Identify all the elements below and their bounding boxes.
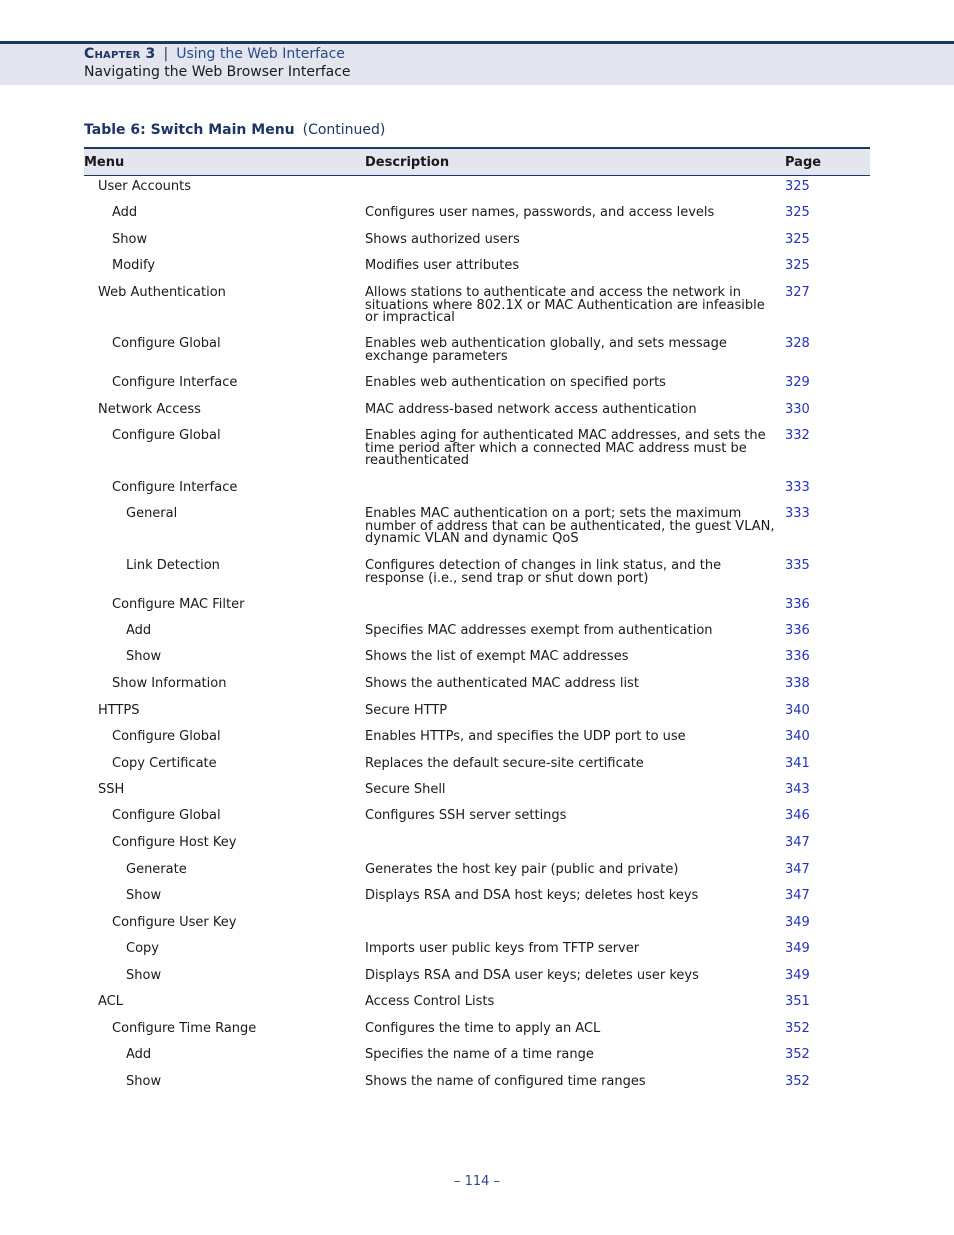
menu-item-description: Secure HTTP [365,703,448,718]
table-row [84,1071,870,1097]
page-reference-link[interactable]: 352 [785,1021,810,1036]
menu-item-name: Generate [126,862,187,877]
menu-item-description: Configures the time to apply an ACL [365,1021,601,1036]
chapter-title: Using the Web Interface [176,46,345,62]
menu-item-description: Enables HTTPs, and specifies the UDP port to use [365,729,686,744]
menu-item-name: Add [126,623,152,638]
table-row [84,700,870,726]
table-row [84,620,870,646]
page-reference-link[interactable]: 325 [785,258,810,273]
page-reference-link[interactable]: 328 [785,336,810,351]
menu-item-description: Secure Shell [365,782,446,797]
menu-item-name: Add [126,1047,152,1062]
table-row [84,282,870,333]
table-row [84,805,870,832]
menu-item-name: Copy Certificate [112,756,217,771]
table-row [84,425,870,477]
page-reference-link[interactable]: 327 [785,285,810,300]
menu-item-description: Replaces the default secure-site certificate [365,756,644,771]
page-reference-link[interactable]: 352 [785,1047,810,1062]
column-header-menu: Menu [84,155,125,170]
menu-item-name: ACL [98,994,123,1009]
menu-item-name: HTTPS [98,703,140,718]
page-reference-link[interactable]: 333 [785,506,810,521]
page-number: – 114 – [453,1174,501,1189]
menu-item-description: MAC address-based network access authentication [365,402,697,417]
table-row [84,832,870,859]
table-row [84,885,870,912]
menu-item-name: Show [126,1074,162,1089]
column-header-description: Description [365,155,450,170]
table-row [84,991,870,1018]
menu-item-description: Shows the authenticated MAC address list [365,676,639,691]
page-reference-link[interactable]: 325 [785,179,810,194]
page-reference-link[interactable]: 343 [785,782,810,797]
page-reference-link[interactable]: 325 [785,205,810,220]
page-reference-link[interactable]: 336 [785,623,810,638]
table-header-row [84,147,870,176]
table-row [84,594,870,620]
menu-item-description: Configures SSH server settings [365,808,567,823]
menu-item-name: Configure Interface [112,480,238,495]
table-row [84,255,870,282]
chapter-separator: | [163,46,169,62]
page-reference-link[interactable]: 330 [785,402,810,417]
menu-item-description: Enables MAC authentication on a port; sets the maximum number of address that can be authenticated, the guest VLAN, dynamic VLAN and dynamic QoS [365,506,775,546]
menu-item-name: Copy [126,941,159,956]
page-reference-link[interactable]: 332 [785,428,810,443]
menu-item-description: Enables web authentication globally, and sets message exchange parameters [365,336,727,364]
menu-item-name: Link Detection [126,558,220,573]
menu-item-name: Configure Interface [112,375,238,390]
page-reference-link[interactable]: 347 [785,888,810,903]
table-row [84,477,870,503]
table-row [84,372,870,399]
page-reference-link[interactable]: 335 [785,558,810,573]
menu-item-description: Shows the list of exempt MAC addresses [365,649,629,664]
table-row [84,333,870,372]
page-reference-link[interactable]: 325 [785,232,810,247]
table-row [84,399,870,425]
table-row [84,859,870,885]
page-reference-link[interactable]: 329 [785,375,810,390]
page-reference-link[interactable]: 333 [785,480,810,495]
menu-item-name: Configure Global [112,428,221,443]
table-row [84,1044,870,1071]
page-reference-link[interactable]: 347 [785,862,810,877]
menu-item-name: Add [112,205,138,220]
menu-item-description: Specifies the name of a time range [365,1047,594,1062]
page-reference-link[interactable]: 341 [785,756,810,771]
menu-item-description: Enables aging for authenticated MAC addresses, and sets the time period after which a connected MAC address must be reauthenticated [365,428,766,468]
table-row [84,202,870,229]
menu-item-name: Show Information [112,676,227,691]
table-row [84,965,870,991]
menu-item-description: Configures user names, passwords, and access levels [365,205,715,220]
menu-item-description: Enables web authentication on specified ports [365,375,666,390]
menu-item-name: Configure MAC Filter [112,597,245,612]
menu-item-name: Show [112,232,148,247]
chapter-label: Chapter 3 [84,46,156,62]
table-caption [84,121,385,139]
menu-item-description: Displays RSA and DSA user keys; deletes user keys [365,968,699,983]
menu-item-description: Specifies MAC addresses exempt from authentication [365,623,713,638]
menu-item-name: Configure Global [112,336,221,351]
menu-item-name: Configure Host Key [112,835,237,850]
menu-item-description: Shows the name of configured time ranges [365,1074,646,1089]
table-row [84,646,870,673]
chapter-heading [84,45,345,63]
menu-item-name: Configure User Key [112,915,237,930]
menu-item-name: SSH [98,782,125,797]
page-reference-link[interactable]: 340 [785,729,810,744]
table-row [84,1018,870,1044]
menu-item-description: Generates the host key pair (public and private) [365,862,679,877]
table-caption-title: Table 6: Switch Main Menu [84,122,295,138]
table-caption-continued: (Continued) [302,122,386,138]
menu-item-name: Configure Time Range [112,1021,257,1036]
menu-item-description: Allows stations to authenticate and access the network in situations where 802.1X or MAC Authentication are infeasible or impractical [365,285,765,325]
menu-item-description: Configures detection of changes in link status, and the response (i.e., send trap or shut down port) [365,558,722,586]
menu-item-name: Show [126,888,162,903]
page-reference-link[interactable]: 351 [785,994,810,1009]
menu-item-name: Network Access [98,402,201,417]
menu-item-name: Configure Global [112,808,221,823]
table-row [84,726,870,753]
table-row [84,779,870,805]
menu-item-name: Configure Global [112,729,221,744]
page-reference-link[interactable]: 347 [785,835,810,850]
menu-item-name: User Accounts [98,179,192,194]
page-reference-link[interactable]: 352 [785,1074,810,1089]
menu-item-name: General [126,506,178,521]
section-title: Navigating the Web Browser Interface [84,64,351,80]
page-reference-link[interactable]: 336 [785,597,810,612]
menu-item-name: Show [126,649,162,664]
page-reference-link[interactable]: 346 [785,808,810,823]
menu-item-description: Shows authorized users [365,232,520,247]
menu-item-description: Access Control Lists [365,994,495,1009]
table-row [84,753,870,779]
menu-item-description: Imports user public keys from TFTP server [365,941,640,956]
table-row [84,176,870,202]
page-reference-link[interactable]: 340 [785,703,810,718]
page-reference-link[interactable]: 349 [785,915,810,930]
menu-item-description: Displays RSA and DSA host keys; deletes host keys [365,888,699,903]
page-reference-link[interactable]: 349 [785,968,810,983]
column-header-page: Page [785,155,822,170]
table-row [84,555,870,594]
table-row [84,503,870,555]
menu-item-description: Modifies user attributes [365,258,520,273]
page-reference-link[interactable]: 336 [785,649,810,664]
table-row [84,938,870,965]
table-row [84,673,870,700]
menu-item-name: Web Authentication [98,285,226,300]
switch-main-menu-table [84,147,870,1097]
table-row [84,912,870,938]
table-row [84,229,870,255]
menu-item-name: Show [126,968,162,983]
menu-item-name: Modify [112,258,156,273]
page-reference-link[interactable]: 349 [785,941,810,956]
table-body [84,176,870,1097]
page-reference-link[interactable]: 338 [785,676,810,691]
